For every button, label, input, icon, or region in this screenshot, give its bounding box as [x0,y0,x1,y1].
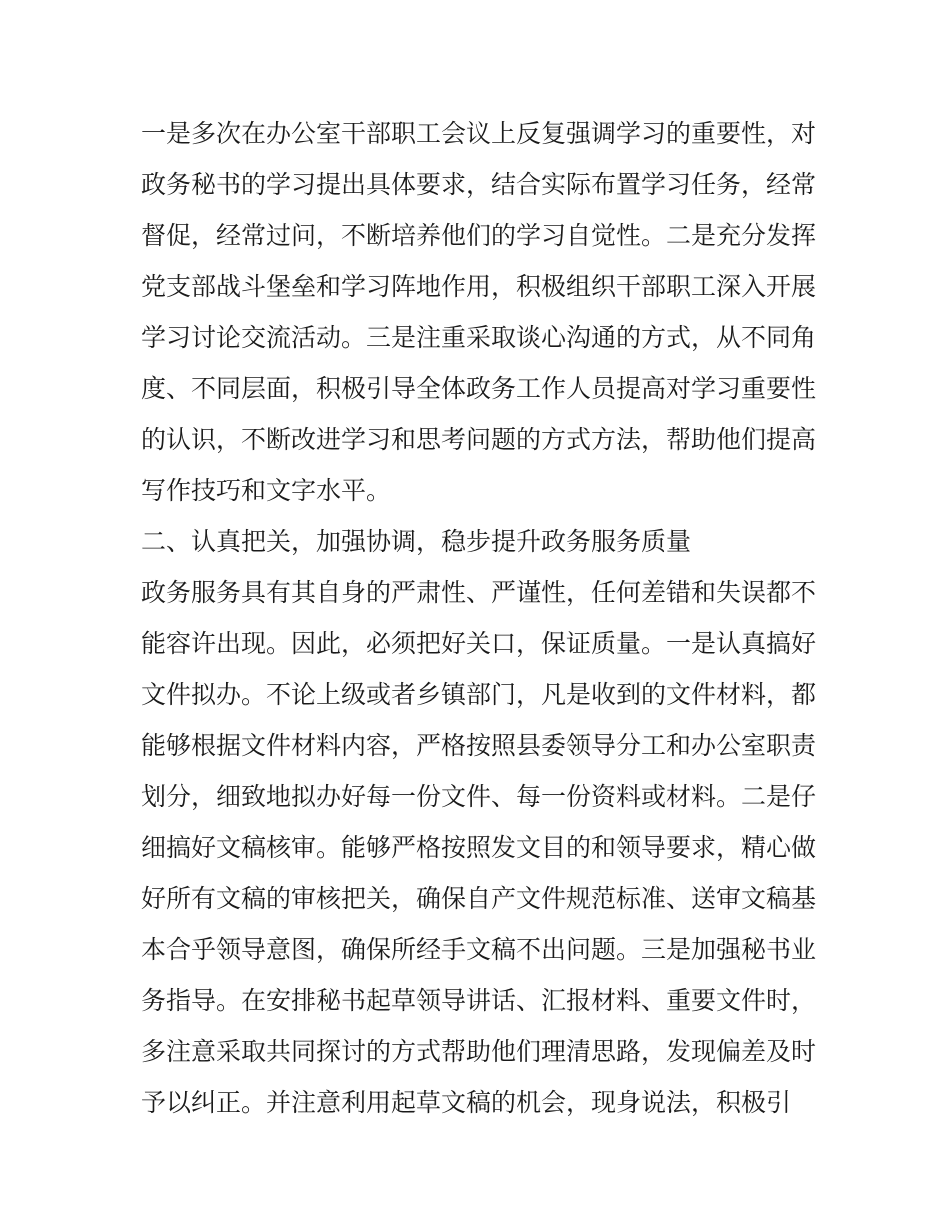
text-line: 划分，细致地拟办好每一份文件、每一份资料或材料。二是仔 [141,782,817,811]
text-line: 多注意采取共同探讨的方式帮助他们理清思路，发现偏差及时 [141,1037,817,1066]
paragraph-2 [141,567,817,1128]
text-line: 写作技巧和文字水平。 [141,476,392,505]
text-line: 好所有文稿的审核把关，确保自产文件规范标准、送审文稿基 [141,884,817,913]
text-line: 政务服务具有其自身的严肃性、严谨性，任何差错和失误都不 [141,578,817,607]
text-line: 度、不同层面，积极引导全体政务工作人员提高对学习重要性 [141,374,817,403]
text-line: 政务秘书的学习提出具体要求，结合实际布置学习任务，经常 [141,170,817,199]
text-line: 务指导。在安排秘书起草领导讲话、汇报材料、重要文件时， [141,986,817,1015]
text-line: 党支部战斗堡垒和学习阵地作用，积极组织干部职工深入开展 [141,272,817,301]
text-line: 的认识，不断改进学习和思考问题的方式方法，帮助他们提高 [141,425,817,454]
text-line: 细搞好文稿核审。能够严格按照发文目的和领导要求，精心做 [141,833,817,862]
section-heading: 二、认真把关，加强协调，稳步提升政务服务质量 [141,527,692,556]
text-line: 文件拟办。不论上级或者乡镇部门，凡是收到的文件材料，都 [141,680,817,709]
text-line: 本合乎领导意图，确保所经手文稿不出问题。三是加强秘书业 [141,935,817,964]
text-line: 督促，经常过问，不断培养他们的学习自觉性。二是充分发挥 [141,221,817,250]
text-line: 能容许出现。因此，必须把好关口，保证质量。一是认真搞好 [141,629,817,658]
document-body [141,108,817,1128]
text-line: 予以纠正。并注意利用起草文稿的机会，现身说法，积极引 [141,1088,792,1117]
paragraph-1 [141,108,817,516]
text-line: 学习讨论交流活动。三是注重采取谈心沟通的方式，从不同角 [141,323,817,352]
text-line: 能够根据文件材料内容，严格按照县委领导分工和办公室职责 [141,731,817,760]
text-line: 一是多次在办公室干部职工会议上反复强调学习的重要性，对 [141,119,817,148]
